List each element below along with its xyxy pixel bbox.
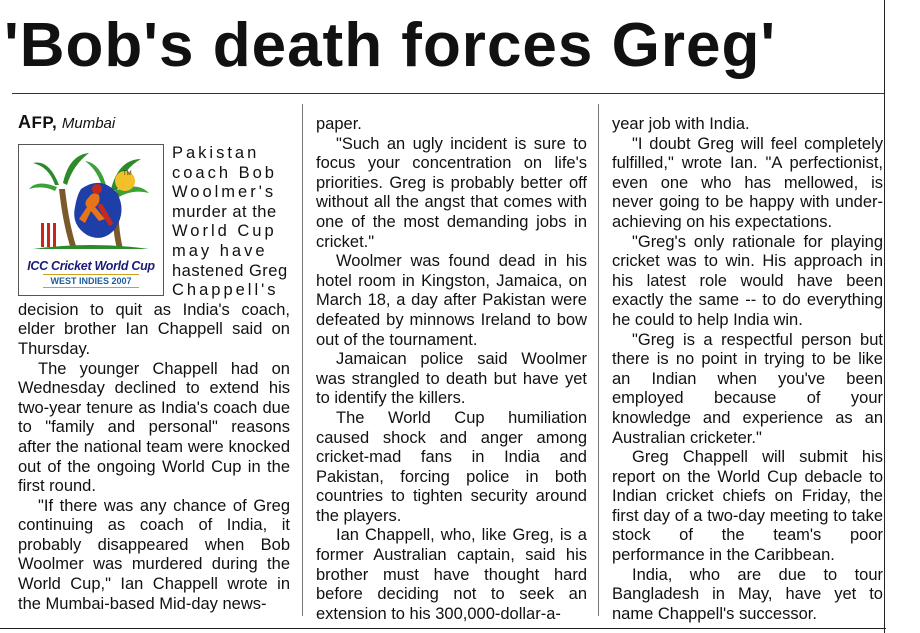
byline xyxy=(18,112,290,134)
article-column-1 xyxy=(18,112,290,614)
byline-city: Mumbai xyxy=(61,115,116,132)
paragraph-11: "Greg is a respectful person but there is no point in trying to be like an Indian when you've been employed because of your knowledge and experience as an Australian cricketer." xyxy=(612,330,883,447)
paragraph-1-text: decision to quit as India's coach, elder brother Ian Chappell said on Thursday. xyxy=(18,300,290,358)
paragraph-5: Woolmer was found dead in his hotel room in Kingston, Jamaica, on March 18, a day after Pakistan were defeated by minnows Ireland to bow out of the tournament. xyxy=(316,252,587,349)
article-column-3 xyxy=(612,115,883,624)
article-column-2 xyxy=(316,115,587,624)
logo-title: ICC Cricket World Cup xyxy=(27,259,155,273)
paragraph-1-wrap-text: Pakistan coach Bob Woolmer's murder at the World Cup may have hastened Greg Chappell's xyxy=(172,144,288,300)
page-border-right xyxy=(884,0,885,633)
paragraph-3: "If there was any chance of Greg continuing as coach of India, it probably disappeared when Bob Woolmer was murdered during the World Cup," Ian Chappell wrote in the Mumbai-based Mid-day news- xyxy=(18,496,290,613)
paragraph-7: The World Cup humiliation caused shock and anger among cricket-mad fans in India and Pakistan, forcing police in both countries to tighten security around the players. xyxy=(316,408,587,525)
trademark-mark: TM xyxy=(123,171,132,177)
page-border-bottom xyxy=(0,628,886,629)
paragraph-12: Greg Chappell will submit his report on the World Cup debacle to Indian cricket chiefs on Friday, the first day of a two-day meeting to take stock of the team's poor performance in the Caribbean. xyxy=(612,448,883,565)
paragraph-continued: year job with India. xyxy=(612,115,750,133)
paragraph-4: "Such an ugly incident is sure to focus your concentration on life's priorities. Greg is probably better off without all the angst that comes with one of the most demanding jobs in cricket." xyxy=(316,134,587,251)
paragraph-8: Ian Chappell, who, like Greg, is a former Australian captain, said his brother must have thought hard before deciding not to seek an extension to his 300,000-dollar-a- xyxy=(316,526,587,623)
column-divider-2 xyxy=(598,104,599,616)
byline-agency: AFP, xyxy=(18,112,58,132)
headline-rule xyxy=(12,93,884,94)
paragraph-9: "I doubt Greg will feel completely fulfilled," wrote Ian. "A perfectionist, even one who has mellowed, is never going to be happy with under-achieving on his expectations. xyxy=(612,134,883,231)
logo-subtitle: WEST INDIES 2007 xyxy=(43,274,139,288)
paragraph-2: The younger Chappell had on Wednesday declined to extend his two-year tenure as India's coach due to "family and personal" reasons after the national team were knocked out of the ongoing World Cup in the first round. xyxy=(18,359,290,496)
column-divider-1 xyxy=(302,104,303,616)
paragraph-13: India, who are due to tour Bangladesh in May, have yet to name Chappell's successor. xyxy=(612,565,883,623)
world-cup-logo xyxy=(18,144,164,296)
paragraph-6: Jamaican police said Woolmer was strangled to death but have yet to identify the killers. xyxy=(316,350,587,408)
headline: 'Bob's death forces Greg' xyxy=(4,11,777,80)
paragraph-continued: paper. xyxy=(316,115,362,133)
world-cup-mascot-icon xyxy=(19,145,163,257)
paragraph-10: "Greg's only rationale for playing cricket was to win. His approach in his latest role would have been exactly the same -- to do everything he could to help India win. xyxy=(612,232,883,329)
